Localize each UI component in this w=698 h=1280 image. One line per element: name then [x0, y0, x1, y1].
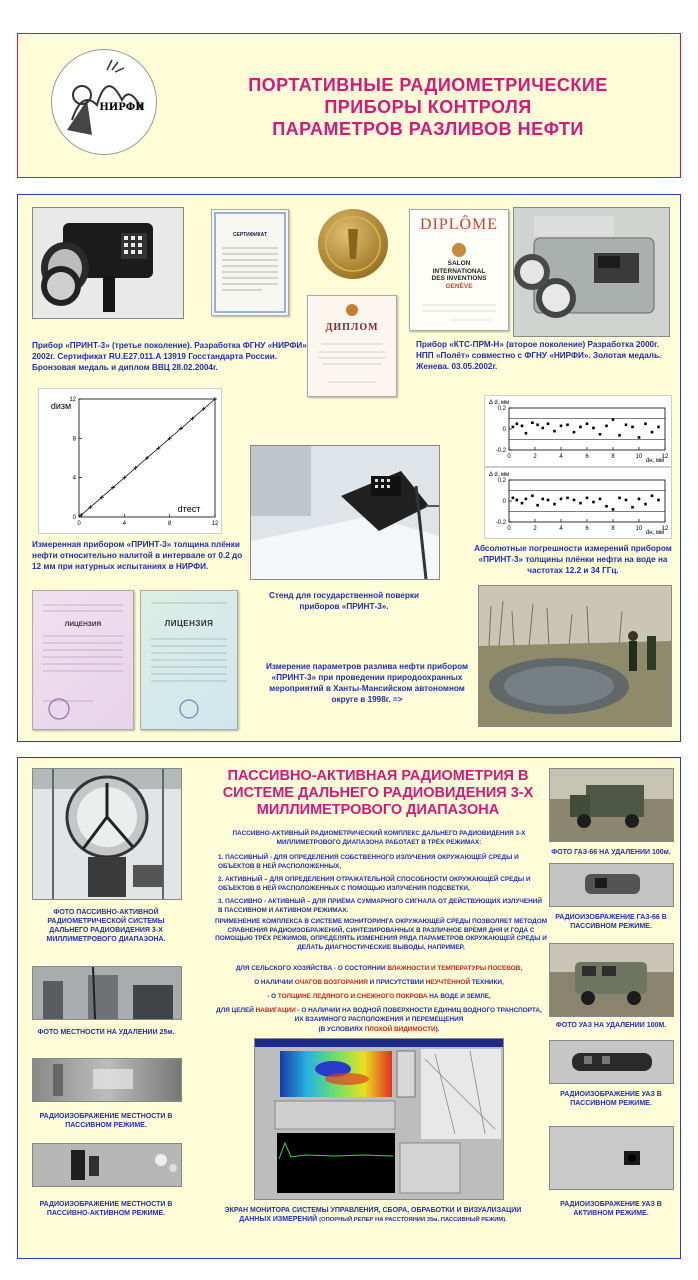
- certificate-document: [211, 209, 289, 316]
- x-tick-label: 2: [533, 454, 537, 460]
- data-point: [657, 426, 660, 429]
- mode-passive-active: 3. ПАССИВНО - АКТИВНЫЙ – ДЛЯ ПРИЁМА СУММАРНОГО СИГНАЛА ОТ ДЕЙСТВУЮЩИХ ИЗЛУЧЕНИЙ В ПАССИВНОМ И АКТИВНОМ РЕЖИМАХ.: [218, 898, 542, 914]
- y-tick-label: 0: [502, 427, 506, 433]
- devices-panel: [17, 194, 681, 742]
- data-point: [573, 431, 576, 434]
- x-tick-label: 2: [533, 526, 537, 532]
- data-point: [618, 497, 621, 500]
- data-point: [566, 497, 569, 500]
- y-tick-label: 8: [72, 436, 76, 443]
- y-axis-label: Δ d, мм: [489, 472, 510, 478]
- navigation-highlight: НАВИГАЦИИ: [255, 1007, 296, 1014]
- data-point: [553, 430, 556, 433]
- data-point: [599, 498, 602, 501]
- data-point: [531, 421, 534, 424]
- diplome-word: DIPLÔME: [419, 216, 499, 233]
- mode-active: 2. АКТИВНЫЙ – ДЛЯ ОПРЕДЕЛЕНИЯ ОТРАЖАТЕЛЬНОЙ СПОСОБНОСТИ ОКРУЖАЮЩЕЙ СРЕДЫ И ОБЪЕКТОВ В НЕЙ РАСПОЛОЖЕННЫХ С ПОМОЩЬЮ ИЗЛУЧЕНИЯ ПОДСВЕТКИ,: [218, 876, 531, 892]
- visibility-highlight: ПЛОХОЙ ВИДИМОСТИ: [364, 1026, 436, 1033]
- data-point: [547, 499, 550, 502]
- data-point: [560, 498, 563, 501]
- visibility-line: [204, 1026, 554, 1035]
- data-point: [638, 498, 641, 501]
- navigation-line: [214, 1007, 544, 1024]
- salon-line-2: INTERNATIONAL: [432, 267, 486, 275]
- gaz66-radio-passive: [549, 863, 674, 907]
- caption-kts: Прибор «КТС-ПРМ-Н» (второе поколение) Разработка 2000г. НПП «Полёт» совместно с ФГНУ «НИРФИ». Золотая медаль. Женева. 03.05.2002г.: [416, 340, 662, 371]
- data-point: [612, 508, 615, 511]
- data-point: [525, 432, 528, 435]
- data-point: [521, 502, 524, 505]
- data-point: [573, 499, 576, 502]
- diplom-document: [307, 295, 397, 397]
- data-point: [631, 506, 634, 509]
- ice-text-a: - О: [267, 993, 278, 1000]
- nav-text-c: - О НАЛИЧИИ НА ВОДНОЙ ПОВЕРХНОСТИ ЕДИНИЦ ВОДНОГО ТРАНСПОРТА, ИХ ВЗАИМНОГО РАСПОЛОЖЕНИЯ И ПЕРЕМЕЩЕНИЯ: [294, 1007, 542, 1023]
- x-axis-label: dн, мм: [645, 458, 665, 464]
- agriculture-text: ДЛЯ СЕЛЬСКОГО ХОЗЯЙСТВА - О СОСТОЯНИИ: [235, 965, 388, 972]
- caption-gaz66-passive: РАДИОИЗОБРАЖЕНИЕ ГАЗ-66 В ПАССИВНОМ РЕЖИМЕ.: [555, 914, 667, 930]
- data-point: [560, 425, 563, 428]
- license-title-2: ЛИЦЕНЗИЯ: [164, 619, 214, 628]
- y-tick-label: 0.2: [497, 406, 506, 412]
- data-point: [547, 422, 550, 425]
- title-panel: [17, 33, 681, 178]
- title-line-3: ПАРАМЕТРОВ РАЗЛИВОВ НЕФТИ: [272, 119, 584, 139]
- caption-print3: Прибор «ПРИНТ-3» (третье поколение). Разработка ФГНУ «НИРФИ» 2002г. Сертификат RU.E27.011.A 13919 Госстандарта России. Бронзовая медаль и диплом ВВЦ 28.02.2004г.: [32, 341, 307, 372]
- data-point: [536, 504, 539, 507]
- radiometric-system-photo: [32, 768, 182, 900]
- fire-highlight: ОЧАГОВ ВОЗГОРАНИЯ: [294, 979, 368, 986]
- vis-text-a: (В УСЛОВИЯХ: [318, 1026, 365, 1033]
- terrain-radio-passive: [32, 1058, 182, 1102]
- error-chart-12ghz: [484, 395, 672, 467]
- x-tick-label: 4: [559, 454, 563, 460]
- print3-device-photo: [32, 207, 184, 319]
- error-chart-34ghz: [484, 467, 672, 539]
- data-point: [525, 498, 528, 501]
- radiometry-panel: [17, 757, 681, 1259]
- data-point: [612, 418, 615, 421]
- data-point: [625, 424, 628, 427]
- caption-measured: Измеренная прибором «ПРИНТ-3» толщина плёнки нефти относительно налитой в интервале от 0.2 до 12 мм при натурных испытаниях в НИРФИ.: [32, 540, 243, 571]
- y-tick-label: 4: [72, 475, 76, 482]
- stand-photo: [250, 445, 440, 580]
- x-tick-label: 6: [585, 454, 589, 460]
- uaz-photo: [549, 943, 674, 1017]
- geneva-diplome: [409, 209, 509, 331]
- kts-device-photo: [513, 207, 670, 337]
- caption-uaz-photo: ФОТО УАЗ НА УДАЛЕНИИ 100М.: [555, 1022, 667, 1029]
- caption-monitor: [218, 1206, 528, 1225]
- y-tick-label: 0: [72, 515, 76, 521]
- logo-text: НИРФИ: [99, 102, 145, 113]
- section2-title: ПАССИВНО-АКТИВНАЯ РАДИОМЕТРИЯ В СИСТЕМЕ ДАЛЬНЕГО РАДИОВИДЕНИЯ 3-Х МИЛЛИМЕТРОВОГО ДИАПАЗОНА: [222, 768, 534, 818]
- terrain-radio-passive-active: [32, 1143, 182, 1187]
- data-point: [536, 424, 539, 427]
- x-tick-label: 12: [661, 454, 669, 460]
- x-axis-label: dтест: [177, 504, 201, 514]
- data-point: [605, 425, 608, 428]
- ice-text-c: НА ВОДЕ И ЗЕМЛЕ,: [427, 993, 491, 1000]
- caption-uaz-passive: РАДИОИЗОБРАЖЕНИЕ УАЗ В ПАССИВНОМ РЕЖИМЕ.: [560, 1091, 662, 1107]
- nirfi-logo: [51, 49, 157, 155]
- terrain-photo-25m: [32, 966, 182, 1020]
- data-point: [586, 422, 589, 425]
- y-tick-label: -0.2: [495, 448, 506, 454]
- x-tick-label: 4: [559, 526, 563, 532]
- data-point: [644, 503, 647, 506]
- salon-line-4: GENÈVE: [445, 282, 473, 290]
- bronze-medal: [318, 209, 388, 279]
- thickness-chart-svg: [39, 389, 221, 533]
- uaz-radio-active: [549, 1126, 674, 1190]
- ice-highlight: ТОЛЩИНЕ ЛЕДЯНОГО И СНЕЖНОГО ПОКРОВА: [277, 993, 428, 1000]
- salon-line-3: DES INVENTIONS: [431, 275, 487, 282]
- error-chart-34ghz-svg: [485, 468, 671, 538]
- caption-terrain-passive: РАДИОИЗОБРАЖЕНИЕ МЕСТНОСТИ В ПАССИВНОМ РЕЖИМЕ.: [39, 1113, 173, 1129]
- y-tick-label: 0.2: [497, 478, 506, 484]
- y-axis-label: dизм: [50, 401, 72, 411]
- fire-text-c: И ПРИСУТСТВИИ: [367, 979, 426, 986]
- x-tick-label: 8: [611, 526, 615, 532]
- data-point: [631, 426, 634, 429]
- data-point: [586, 497, 589, 500]
- data-point: [625, 499, 628, 502]
- x-tick-label: 12: [211, 521, 219, 527]
- x-tick-label: 0: [507, 454, 511, 460]
- data-point: [657, 499, 660, 502]
- caption-errors: Абсолютные погрешности измерений прибором «ПРИНТ-3» толщины плёнки нефти на воде на частотах 12.2 и 34 ГГц.: [474, 544, 672, 575]
- fire-text-a: О НАЛИЧИИ: [254, 979, 295, 986]
- diplom-title: ДИПЛОМ: [325, 322, 379, 333]
- x-tick-label: 0: [77, 521, 81, 527]
- data-point: [521, 425, 524, 428]
- thickness-chart: [38, 388, 222, 534]
- section2-intro: ПАССИВНО-АКТИВНЫЙ РАДИОМЕТРИЧЕСКИЙ КОМПЛЕКС ДАЛЬНЕГО РАДИОВИДЕНИЯ 3-Х МИЛЛИМЕТРОВОГО ДИАПАЗОНА РАБОТАЕТ В ТРЁХ РЕЖИМАХ:: [232, 830, 526, 846]
- x-tick-label: 8: [167, 521, 172, 527]
- data-point: [599, 433, 602, 436]
- data-point: [651, 431, 654, 434]
- nav-text-a: ДЛЯ ЦЕЛЕЙ: [216, 1007, 256, 1014]
- data-point: [638, 436, 641, 439]
- data-point: [592, 427, 595, 430]
- caption-system-photo: ФОТО ПАССИВНО-АКТИВНОЙ РАДИОМЕТРИЧЕСКОЙ СИСТЕМЫ ДАЛЬНЕГО РАДИОВИДЕНИЯ 3-Х МИЛЛИМЕТРОВОГО ДИАПАЗОНА.: [46, 909, 166, 943]
- data-point: [579, 502, 582, 505]
- data-point: [618, 434, 621, 437]
- data-point: [592, 501, 595, 504]
- fire-line: [204, 979, 554, 988]
- data-point: [644, 422, 647, 425]
- caption-gaz66-photo: ФОТО ГАЗ-66 НА УДАЛЕНИИ 100м.: [551, 849, 671, 856]
- x-axis-label: dн, мм: [645, 530, 665, 536]
- vis-text-c: ).: [435, 1026, 440, 1033]
- monitor-screenshot: [254, 1038, 504, 1200]
- uaz-radio-passive: [549, 1040, 674, 1084]
- x-tick-label: 10: [635, 454, 643, 460]
- data-point: [542, 498, 545, 501]
- license-document-2: [140, 590, 238, 730]
- data-point: [512, 497, 515, 500]
- caption-stand: Стенд для государственной поверки приборов «ПРИНТ-3».: [269, 591, 419, 611]
- data-point: [531, 494, 534, 497]
- data-point: [579, 426, 582, 429]
- agriculture-tail: ,: [520, 965, 523, 972]
- data-point: [553, 503, 556, 506]
- page-title: [198, 74, 658, 140]
- error-chart-12ghz-svg: [485, 396, 671, 466]
- ice-line: [204, 993, 554, 1002]
- x-tick-label: 10: [635, 526, 643, 532]
- data-point: [542, 427, 545, 430]
- caption-monitor-note: (ОПОРНЫЙ РЕПЕР НА РАССТОЯНИИ 35м, ПАССИВНЫЙ РЕЖИМ).: [319, 1217, 507, 1223]
- caption-monitor-main: ЭКРАН МОНИТОРА СИСТЕМЫ УПРАВЛЕНИЯ, СБОРА, ОБРАБОТКИ И ВИЗУАЛИЗАЦИИ ДАННЫХ ИЗМЕРЕНИЙ: [224, 1207, 522, 1223]
- field-measurement-photo: [478, 585, 672, 727]
- x-tick-label: 8: [611, 454, 615, 460]
- fire-text-e: ТЕХНИКИ,: [470, 979, 504, 986]
- x-tick-label: 12: [661, 526, 669, 532]
- y-tick-label: 12: [69, 397, 76, 403]
- humidity-highlight: ВЛАЖНОСТИ И ТЕМПЕРАТУРЫ ПОСЕВОВ: [387, 965, 521, 972]
- data-point: [651, 494, 654, 497]
- caption-uaz-active: РАДИОИЗОБРАЖЕНИЕ УАЗ В АКТИВНОМ РЕЖИМЕ.: [560, 1201, 662, 1217]
- license-document-1: [32, 590, 134, 730]
- agriculture-line: [204, 965, 554, 974]
- caption-terrain-passive-active: РАДИОИЗОБРАЖЕНИЕ МЕСТНОСТИ В ПАССИВНО-АКТИВНОМ РЕЖИМЕ.: [39, 1201, 173, 1217]
- certificate-title: СЕРТИФИКАТ: [232, 232, 268, 238]
- x-tick-label: 4: [122, 521, 127, 527]
- gaz66-photo: [549, 768, 674, 842]
- y-axis-label: Δ d, мм: [489, 400, 510, 406]
- title-line-1: ПОРТАТИВНЫЕ РАДИОМЕТРИЧЕСКИЕ: [248, 75, 608, 95]
- plot-frame: [509, 480, 665, 522]
- data-point: [516, 422, 519, 425]
- application-paragraph: ПРИМЕНЕНИЕ КОМПЛЕКСА В СИСТЕМЕ МОНИТОРИНГА ОКРУЖАЮЩЕЙ СРЕДЫ ПОЗВОЛЯЕТ МЕТОДОМ СРАВНЕНИЯ РАДИОИЗОБРАЖЕНИЙ, СИНТЕЗИРОВАННЫХ В РАЗЛИЧНОЕ ВРЕМЯ ДНЯ И ГОДА С ПОМОЩЬЮ ТРЁХ РЕЖИМОВ, ОПРЕДЕЛЯТЬ ИЗМЕНЕНИЯ РЯДА ПАРАМЕТРОВ ОКРУЖАЮЩЕЙ СРЕДЫ И ДЕЛАТЬ ДИАГНОСТИЧЕСКИЕ ВЫВОДЫ, НАПРИМЕР,: [214, 918, 548, 951]
- unaccounted-highlight: НЕУЧТЁННОЙ: [425, 979, 471, 986]
- data-point: [566, 424, 569, 427]
- y-tick-label: 0: [502, 499, 506, 505]
- plot-frame: [509, 408, 665, 450]
- title-line-2: ПРИБОРЫ КОНТРОЛЯ: [324, 97, 532, 117]
- y-tick-label: -0.2: [495, 520, 506, 526]
- data-point: [605, 505, 608, 508]
- caption-terrain-photo: ФОТО МЕСТНОСТИ НА УДАЛЕНИИ 25м.: [37, 1029, 175, 1036]
- x-tick-label: 0: [507, 526, 511, 532]
- salon-line-1: SALON: [447, 260, 471, 267]
- mode-passive: 1. ПАССИВНЫЙ - ДЛЯ ОПРЕДЕЛЕНИЯ СОБСТВЕННОГО ИЗЛУЧЕНИЯ ОКРУЖАЮЩЕЙ СРЕДЫ И ОБЪЕКТОВ В НЕЙ РАСПОЛОЖЕННЫХ,: [218, 854, 519, 870]
- data-point: [512, 426, 515, 429]
- x-tick-label: 6: [585, 526, 589, 532]
- license-title-1: ЛИЦЕНЗИЯ: [64, 621, 102, 628]
- caption-field: Измерение параметров разлива нефти прибором «ПРИНТ-3» при проведении природоохранных мероприятий в Ханты-Мансийском автономном округе в 1998г. =>: [265, 662, 469, 704]
- data-point: [516, 499, 519, 502]
